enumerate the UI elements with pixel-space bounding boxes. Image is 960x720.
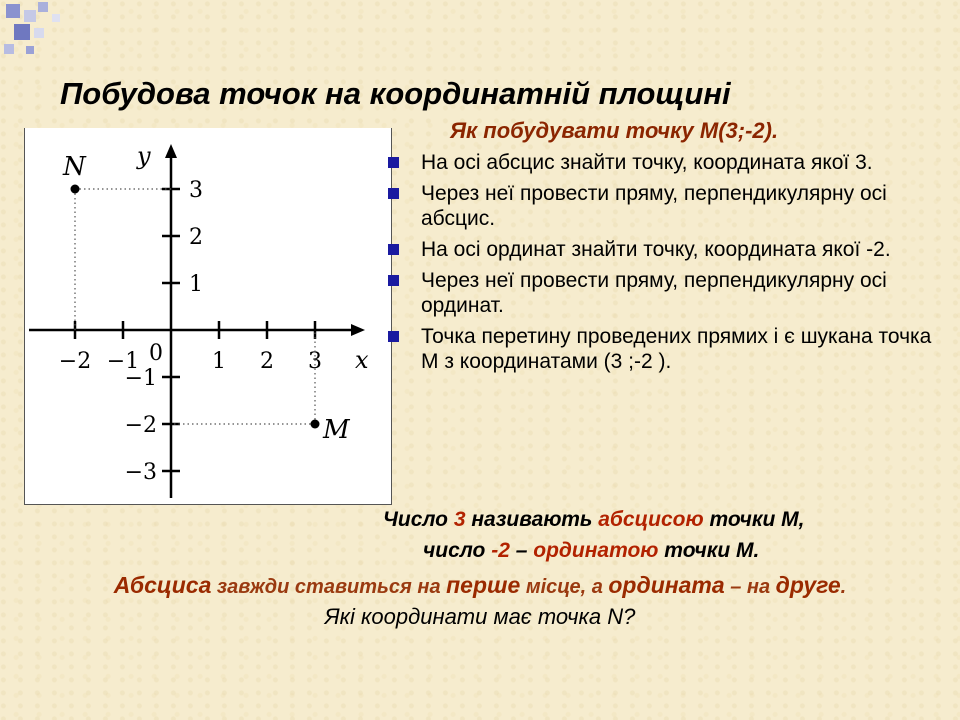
square-bullet-icon — [388, 244, 399, 255]
y-tick-label: −1 — [124, 366, 157, 391]
text: ордината — [608, 572, 725, 598]
step-text: Через неї провести пряму, перпендикулярну осі ординат. — [421, 269, 887, 317]
list-item — [382, 181, 942, 231]
coordinate-plane — [25, 128, 391, 504]
y-tick-label: 2 — [189, 225, 203, 250]
conclusion-line-2 — [383, 535, 943, 566]
corner-decoration — [0, 0, 80, 70]
square-bullet-icon — [388, 275, 399, 286]
x-axis-arrow — [351, 324, 365, 336]
point-marker — [311, 420, 320, 429]
list-item — [382, 150, 942, 175]
x-axis-label: x — [355, 346, 369, 374]
step-text: Точка перетину проведених прямих і є шукана точка М з координатами (3 ;-2 ). — [421, 325, 932, 373]
origin-label: 0 — [149, 341, 163, 366]
text: перше — [446, 572, 521, 598]
text: друге — [775, 572, 841, 598]
text: – на — [724, 576, 776, 598]
x-tick-label: 1 — [212, 349, 226, 374]
text: точки М, — [703, 508, 805, 531]
step-text: Через неї провести пряму, перпендикулярну осі абсцис. — [421, 182, 887, 230]
ordinate-value: -2 — [491, 539, 510, 562]
square-bullet-icon — [388, 331, 399, 342]
square-bullet-icon — [388, 157, 399, 168]
y-tick-label: −2 — [124, 413, 157, 438]
abscissa-term: абсцисою — [598, 508, 704, 531]
text: точки М. — [658, 539, 760, 562]
question: Які координати має точка N? — [324, 604, 636, 629]
list-item — [382, 324, 942, 374]
y-axis-label: y — [137, 142, 151, 170]
x-tick-label: −2 — [58, 349, 92, 374]
text: число — [423, 539, 492, 562]
text: Абсциса — [113, 572, 212, 598]
y-axis-arrow — [165, 144, 177, 158]
list-item — [382, 268, 942, 318]
text: завжди ставиться на — [211, 576, 447, 598]
rule-note — [0, 572, 960, 599]
text: називають — [465, 508, 599, 531]
point-marker — [71, 185, 80, 194]
ordinate-term: ординатою — [533, 539, 659, 562]
coordinate-plane-figure — [24, 128, 392, 505]
slide-title: Побудова точок на координатній площині — [60, 76, 731, 111]
x-tick-label: −1 — [106, 349, 140, 374]
list-item — [382, 237, 942, 262]
step-text: На осі ординат знайти точку, координата якої -2. — [421, 238, 891, 261]
conclusion — [383, 504, 943, 566]
x-tick-label: 3 — [308, 349, 322, 374]
y-tick-label: −3 — [124, 460, 157, 485]
text: . — [840, 576, 847, 598]
point-label: M — [323, 415, 350, 445]
text: – — [509, 539, 534, 562]
text: Число — [383, 508, 454, 531]
text: місце, а — [520, 576, 609, 598]
step-text: На осі абсцис знайти точку, координата якої 3. — [421, 151, 873, 174]
y-tick-label: 1 — [189, 272, 203, 297]
x-tick-label: 2 — [260, 349, 274, 374]
slide-subtitle: Як побудувати точку М(3;-2). — [450, 118, 779, 143]
conclusion-line-1 — [383, 504, 943, 535]
square-bullet-icon — [388, 188, 399, 199]
abscissa-value: 3 — [453, 508, 466, 531]
point-label: N — [63, 152, 86, 182]
steps-list — [382, 150, 942, 380]
y-tick-label: 3 — [189, 178, 203, 203]
